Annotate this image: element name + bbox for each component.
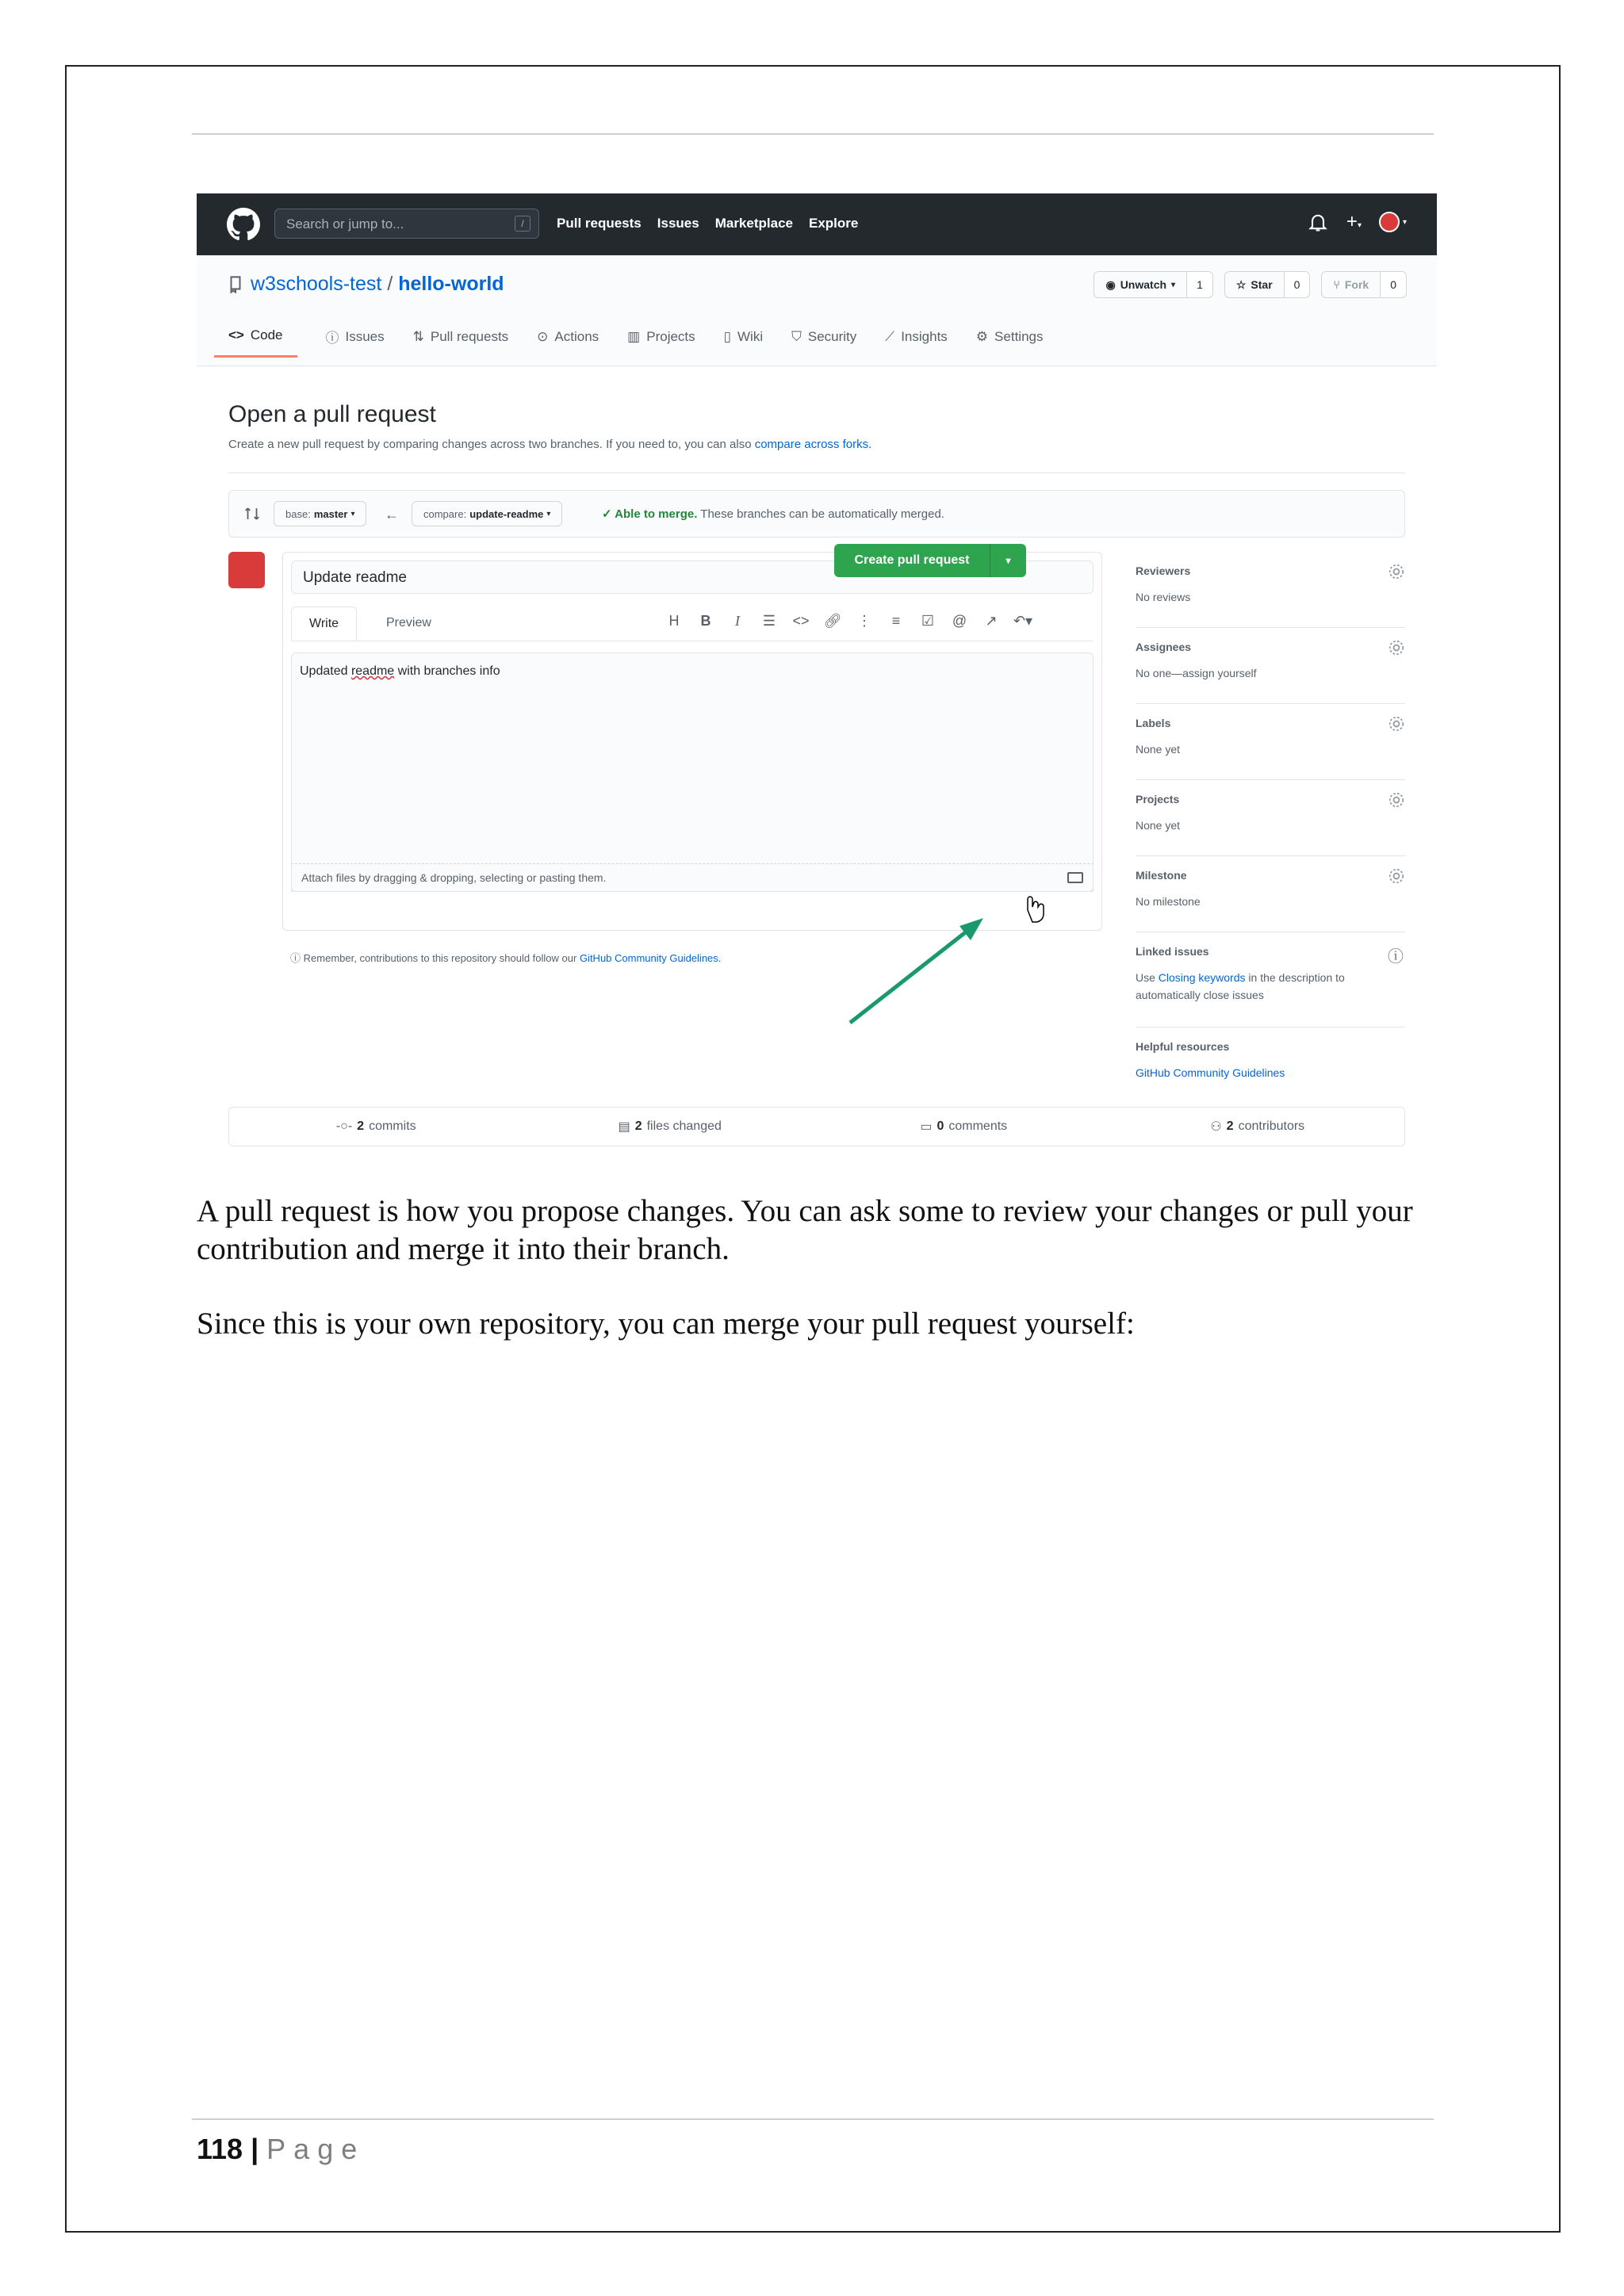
compare-branch-name: update-readme <box>469 507 544 520</box>
quote-icon[interactable]: ☰ <box>762 613 776 629</box>
code-icon: <> <box>228 327 244 342</box>
compare-arrows-icon <box>243 505 261 522</box>
community-guidelines-link[interactable]: GitHub Community Guidelines. <box>579 952 722 964</box>
chevron-down-icon: ▾ <box>1171 280 1176 289</box>
bell-icon[interactable] <box>1307 211 1329 233</box>
sidebar-assignees[interactable] <box>1136 628 1405 704</box>
pull-request-form <box>282 552 1102 931</box>
watch-button[interactable] <box>1094 272 1186 297</box>
chevron-down-icon[interactable]: ▾ <box>990 544 1026 577</box>
sidebar-title: Projects <box>1136 793 1180 806</box>
markdown-toolbar <box>664 613 1033 629</box>
comment-icon: ▭ <box>920 1120 933 1134</box>
files-stat[interactable] <box>523 1108 818 1146</box>
project-icon: ▥ <box>627 328 641 344</box>
commits-label: commits <box>369 1119 416 1133</box>
tab-label: Security <box>807 328 857 344</box>
nav-issues[interactable]: Issues <box>657 216 699 231</box>
heading-icon[interactable]: H <box>668 613 680 629</box>
tab-pull-requests[interactable] <box>413 327 509 358</box>
page-number: 118 <box>197 2133 243 2165</box>
base-prefix: base: <box>285 507 311 520</box>
fork-icon: ⑂ <box>1333 278 1340 291</box>
gear-icon[interactable] <box>1388 791 1405 809</box>
star-icon: ☆ <box>1235 277 1247 291</box>
fork-label: Fork <box>1344 278 1369 291</box>
sidebar-labels[interactable] <box>1136 704 1405 780</box>
linked-issues-pre: Use <box>1136 971 1159 984</box>
repo-name-link[interactable]: hello-world <box>398 273 504 295</box>
task-list-icon[interactable]: ☑ <box>921 613 935 629</box>
eye-icon: ◉ <box>1105 277 1116 291</box>
comments-label: comments <box>948 1119 1008 1133</box>
gear-icon: ⚙ <box>975 328 989 344</box>
repo-icon <box>228 276 243 293</box>
tab-label: Issues <box>345 328 385 344</box>
sidebar-value <box>1136 1064 1285 1081</box>
star-button-group <box>1224 271 1311 298</box>
contribution-reminder <box>290 950 721 965</box>
repo-actions <box>1094 271 1407 298</box>
chevron-down-icon: ▾ <box>350 509 355 519</box>
reminder-text: Remember, contributions to this repository should follow our <box>303 952 577 964</box>
nav-marketplace[interactable]: Marketplace <box>714 216 793 231</box>
compare-prefix: compare: <box>423 507 467 520</box>
page-title: Open a pull request <box>228 401 436 427</box>
reference-icon[interactable]: ↗ <box>985 613 998 629</box>
bold-icon[interactable]: B <box>700 613 711 629</box>
contributors-stat[interactable] <box>1111 1108 1405 1146</box>
chevron-down-icon: ▾ <box>1402 217 1407 227</box>
code-icon[interactable]: <> <box>792 613 810 629</box>
pull-request-icon: ⇅ <box>412 328 424 344</box>
tab-label: Actions <box>554 328 599 344</box>
search-input[interactable] <box>274 209 539 239</box>
files-label: files changed <box>646 1119 722 1133</box>
sidebar-projects[interactable] <box>1136 780 1405 856</box>
sidebar-title: Labels <box>1136 717 1171 729</box>
sidebar-value: No reviews <box>1136 591 1191 603</box>
compare-forks-link[interactable]: compare across forks. <box>754 438 872 451</box>
fork-button[interactable] <box>1322 272 1380 297</box>
body-paragraph-1: A pull request is how you propose changes. You can ask some to review your changes or pull your contribution and merge it into their branch. <box>197 1194 1413 1266</box>
nav-explore[interactable]: Explore <box>808 216 859 231</box>
github-logo-icon[interactable] <box>227 208 260 241</box>
commits-count: 2 <box>357 1119 365 1133</box>
closing-keywords-link[interactable]: Closing keywords <box>1158 971 1246 984</box>
merge-status-note: These branches can be automatically merged. <box>700 507 944 521</box>
comments-count: 0 <box>936 1119 944 1133</box>
base-branch-select[interactable] <box>274 501 366 526</box>
info-icon: ⓘ <box>290 952 301 964</box>
attach-files-area[interactable] <box>291 863 1094 892</box>
chevron-down-icon: ▾ <box>1357 221 1362 230</box>
fork-button-group <box>1321 271 1407 298</box>
merge-status-label: ✓ Able to merge. <box>602 507 698 521</box>
header-rule <box>192 133 1434 135</box>
create-pull-request-label: Create pull request <box>854 553 970 567</box>
tab-label: Projects <box>646 328 695 344</box>
pr-title-input[interactable]: Update readme <box>291 561 1094 594</box>
create-new-button[interactable] <box>1346 211 1362 233</box>
github-header <box>197 193 1437 255</box>
star-count[interactable]: 0 <box>1284 272 1310 297</box>
page-footer <box>197 2133 365 2166</box>
comments-stat[interactable] <box>817 1108 1111 1146</box>
footer-separator: | <box>243 2133 267 2165</box>
watch-label: Unwatch <box>1120 278 1167 291</box>
watch-count[interactable]: 1 <box>1186 272 1212 297</box>
body-text-before: Updated <box>300 664 351 678</box>
nav-pull-requests[interactable]: Pull requests <box>557 216 642 231</box>
repo-owner-link[interactable]: w3schools-test <box>251 273 382 295</box>
pr-sidebar <box>1136 552 1405 1104</box>
fork-count[interactable]: 0 <box>1380 272 1406 297</box>
sidebar-milestone[interactable] <box>1136 856 1405 932</box>
sidebar-value: None yet <box>1136 743 1181 756</box>
sidebar-value <box>1136 969 1373 1004</box>
ordered-list-icon[interactable]: ≡ <box>891 613 901 629</box>
issue-icon: ⓘ <box>325 331 339 346</box>
plus-icon: + <box>1346 211 1358 232</box>
pr-stats-bar <box>228 1107 1405 1146</box>
gear-icon[interactable] <box>1388 867 1405 885</box>
footer-rule <box>192 2118 1434 2120</box>
tab-label: Wiki <box>737 328 764 344</box>
user-avatar-menu[interactable] <box>1379 212 1407 232</box>
body-paragraph-2: Since this is your own repository, you can merge your pull request yourself: <box>197 1307 1135 1341</box>
reply-icon[interactable]: ↶▾ <box>1013 613 1033 629</box>
tab-actions[interactable] <box>537 327 599 358</box>
contributors-count: 2 <box>1226 1119 1234 1133</box>
repo-separator: / <box>387 273 393 295</box>
merge-status <box>602 507 944 521</box>
avatar <box>228 552 265 588</box>
github-screenshot <box>197 193 1437 1165</box>
page-description <box>228 438 871 451</box>
tab-label: Pull requests <box>430 328 509 344</box>
avatar <box>1379 212 1400 232</box>
attach-files-text: Attach files by dragging & dropping, selecting or pasting them. <box>301 871 607 884</box>
watch-button-group <box>1094 271 1212 298</box>
tab-issues[interactable] <box>326 327 385 358</box>
star-label: Star <box>1251 278 1273 291</box>
commit-icon: -○- <box>335 1119 353 1133</box>
files-count: 2 <box>634 1119 642 1133</box>
markdown-icon[interactable] <box>1067 872 1083 883</box>
search-shortcut-key: / <box>515 216 530 232</box>
sidebar-value: No one—assign yourself <box>1136 667 1257 679</box>
base-branch-name: master <box>313 507 348 520</box>
tab-label: Code <box>250 327 283 342</box>
file-diff-icon: ▤ <box>618 1120 630 1134</box>
global-nav <box>557 216 858 232</box>
sidebar-title: Assignees <box>1136 641 1192 653</box>
sidebar-title: Reviewers <box>1136 564 1191 577</box>
header-actions <box>1307 211 1407 233</box>
gear-icon[interactable] <box>1388 715 1405 733</box>
tab-wiki[interactable] <box>724 327 763 358</box>
info-icon[interactable]: ⓘ <box>1388 948 1404 966</box>
left-arrow-icon: ← <box>385 507 399 522</box>
link-icon[interactable]: 🔗︎ <box>823 613 842 629</box>
sidebar-helpful-resources <box>1136 1027 1405 1104</box>
commits-stat[interactable] <box>229 1108 523 1146</box>
people-icon: ⚇ <box>1210 1120 1222 1134</box>
gear-icon[interactable] <box>1388 563 1405 580</box>
sidebar-title: Milestone <box>1136 869 1187 882</box>
sidebar-linked-issues <box>1136 932 1405 1027</box>
repo-tabs <box>228 327 1043 358</box>
italic-icon[interactable]: I <box>735 613 740 629</box>
contributors-label: contributors <box>1238 1119 1305 1133</box>
star-button[interactable] <box>1225 272 1284 297</box>
tab-label: Insights <box>901 328 948 344</box>
tab-security[interactable] <box>791 327 856 358</box>
book-icon: ▯ <box>723 328 732 344</box>
repo-title <box>251 273 504 296</box>
description-text: Create a new pull request by comparing changes across two branches. If you need to, you can also <box>228 438 752 451</box>
tab-insights[interactable] <box>885 327 948 358</box>
sidebar-title: Helpful resources <box>1136 1040 1230 1053</box>
gear-icon[interactable] <box>1388 639 1405 656</box>
play-icon: ⊙ <box>537 328 549 344</box>
page-word: Page <box>266 2133 366 2165</box>
sidebar-value: No milestone <box>1136 895 1201 908</box>
search-placeholder: Search or jump to... <box>286 216 404 232</box>
linked-issues-post: in the description to automatically close issues <box>1136 971 1345 1001</box>
compare-branch-select[interactable] <box>412 501 562 526</box>
create-pull-request-button[interactable] <box>834 544 1026 577</box>
tab-write[interactable]: Write <box>291 607 357 641</box>
sidebar-title: Linked issues <box>1136 945 1209 958</box>
tab-preview[interactable]: Preview <box>386 616 431 629</box>
tab-code[interactable] <box>214 327 297 358</box>
body-text-after: with branches info <box>394 664 500 678</box>
compare-bar <box>228 490 1405 538</box>
unordered-list-icon[interactable]: ⋮ <box>857 613 871 629</box>
community-guidelines-link[interactable]: GitHub Community Guidelines <box>1136 1066 1285 1079</box>
body-text-misspelled: readme <box>350 664 395 678</box>
shield-icon: ⛉ <box>791 328 802 344</box>
tab-projects[interactable] <box>627 327 695 358</box>
sidebar-value: None yet <box>1136 819 1181 832</box>
pr-body-textarea[interactable] <box>291 652 1094 892</box>
graph-icon: ⟋ <box>885 328 895 344</box>
mention-icon[interactable]: @ <box>952 613 967 629</box>
chevron-down-icon: ▾ <box>546 509 551 519</box>
tab-label: Settings <box>994 328 1044 344</box>
sidebar-reviewers[interactable] <box>1136 552 1405 628</box>
tab-settings[interactable] <box>976 327 1044 358</box>
